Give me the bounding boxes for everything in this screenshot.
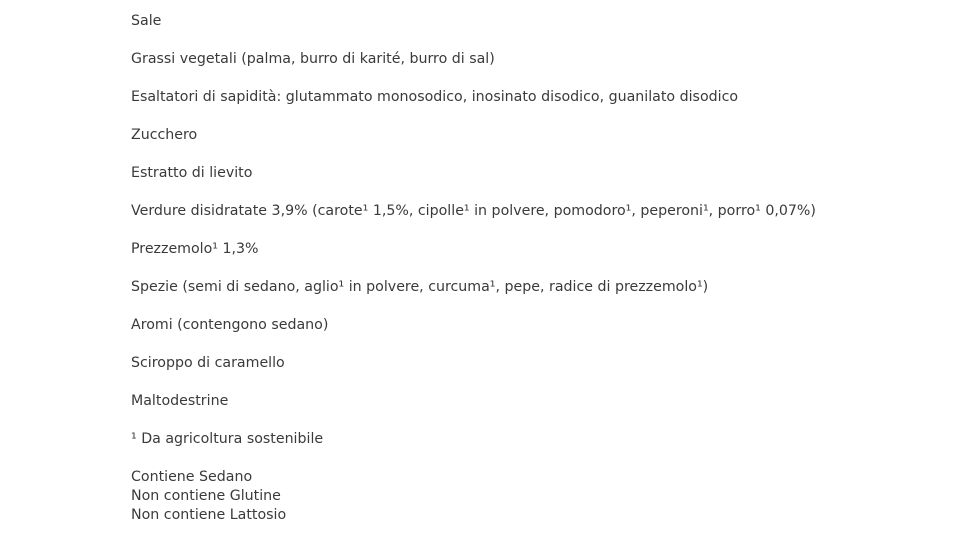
ingredient-item: Esaltatori di sapidità: glutammato monosodico, inosinato disodico, guanilato disodico (131, 89, 739, 105)
allergen-info (131, 468, 931, 525)
allergen-line: Non contiene Glutine (131, 488, 281, 504)
ingredient-item: Sale (131, 13, 162, 29)
allergen-line: Contiene Sedano (131, 469, 253, 485)
footnote: ¹ Da agricoltura sostenibile (131, 431, 324, 447)
ingredients-list (131, 12, 931, 525)
ingredient-item: Spezie (semi di sedano, aglio¹ in polvere, curcuma¹, pepe, radice di prezzemolo¹) (131, 279, 709, 295)
ingredient-item: Zucchero (131, 127, 198, 143)
ingredient-item: Maltodestrine (131, 393, 229, 409)
ingredient-item: Prezzemolo¹ 1,3% (131, 241, 259, 257)
ingredient-item: Verdure disidratate 3,9% (carote¹ 1,5%, cipolle¹ in polvere, pomodoro¹, peperoni¹, porro¹ 0,07%) (131, 203, 816, 219)
allergen-line: Non contiene Lattosio (131, 507, 287, 523)
ingredient-item: Estratto di lievito (131, 165, 253, 181)
ingredient-item: Aromi (contengono sedano) (131, 317, 329, 333)
ingredient-item: Grassi vegetali (palma, burro di karité, burro di sal) (131, 51, 495, 67)
ingredient-item: Sciroppo di caramello (131, 355, 285, 371)
